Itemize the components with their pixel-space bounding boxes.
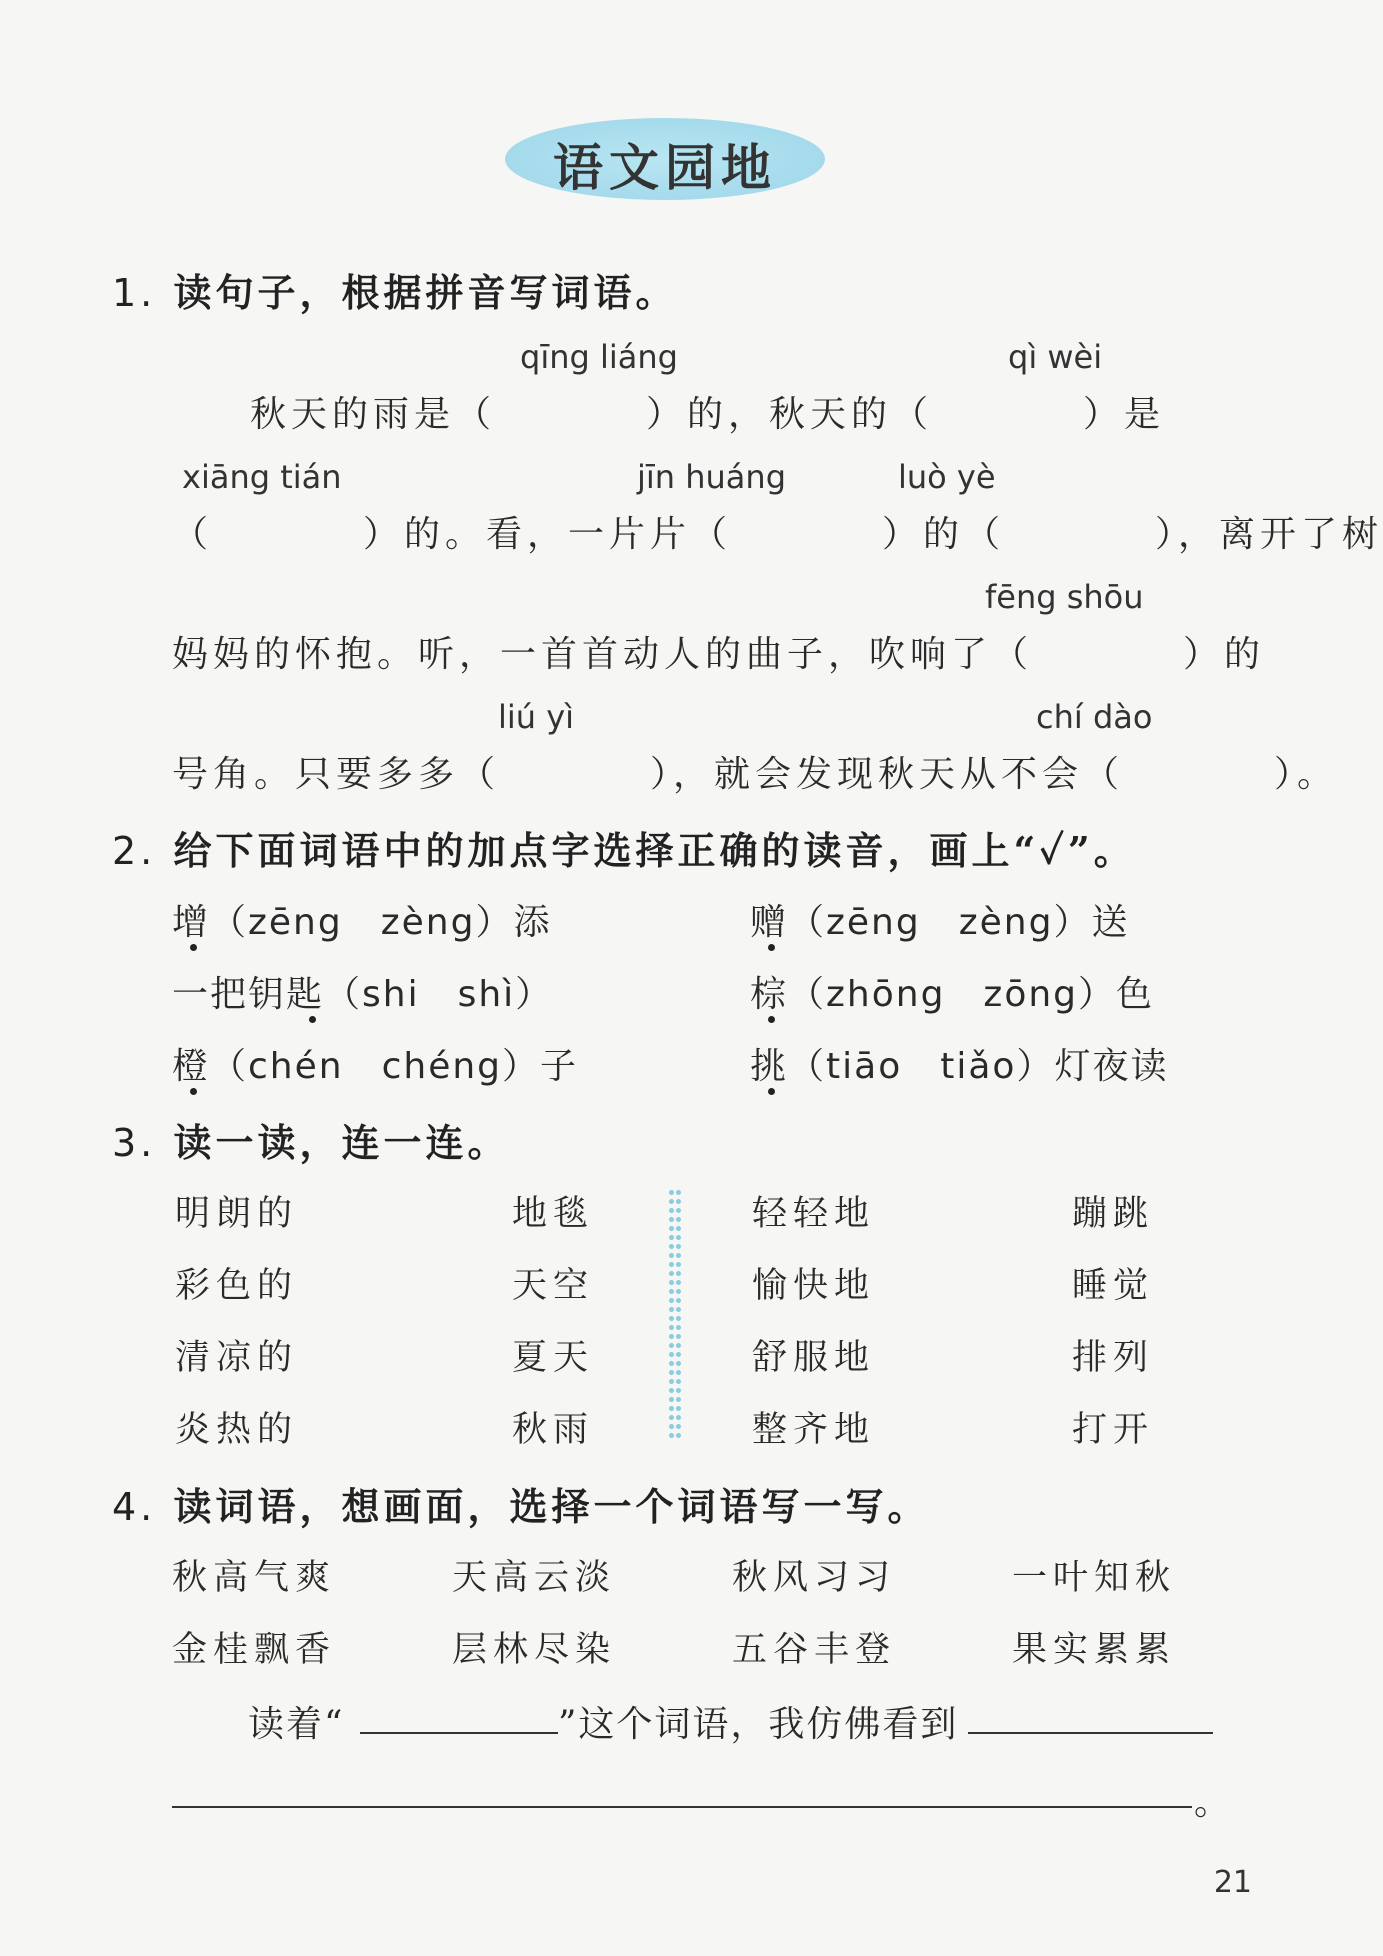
- q2-item-2: 赠（zēng zèng）送: [750, 902, 1130, 943]
- q3-heading: 3. 读一读，连一连。: [112, 1120, 510, 1165]
- pinyin-jin-huang: jīn huáng: [637, 458, 786, 496]
- emphasis-dot: [309, 1016, 316, 1023]
- emphasis-dot: [768, 1016, 775, 1023]
- idiom: 果实累累: [1012, 1630, 1177, 1670]
- pinyin-qi-wei: qì wèi: [1008, 338, 1103, 376]
- q3-col3-item: 整齐地: [752, 1410, 876, 1450]
- pinyin-feng-shou: fēng shōu: [985, 578, 1144, 616]
- q4-prompt-start: 读着“: [248, 1704, 345, 1745]
- q3-col3-item: 愉快地: [752, 1266, 876, 1306]
- q3-col4-item: 睡觉: [1072, 1266, 1155, 1306]
- q3-col2-item: 地毯: [512, 1194, 595, 1234]
- page-number: 21: [1213, 1865, 1252, 1900]
- answer-blank-scene[interactable]: [968, 1732, 1213, 1734]
- pinyin-liu-yi: liú yì: [498, 698, 575, 736]
- q2-item-4: 棕（zhōng zōng）色: [750, 974, 1155, 1015]
- q4-period: 。: [1194, 1782, 1236, 1823]
- q3-col2-item: 天空: [512, 1266, 595, 1306]
- idiom: 五谷丰登: [732, 1630, 897, 1670]
- q3-col2-item: 秋雨: [512, 1410, 595, 1450]
- q2-item-6: 挑（tiāo tiǎo）灯夜读: [750, 1046, 1169, 1087]
- q2-item-3: 一把钥匙（shi shì）: [172, 974, 554, 1015]
- q4-prompt-end: ”这个词语，我仿佛看到: [558, 1704, 959, 1745]
- q2-item-1: 增（zēng zèng）添: [172, 902, 552, 943]
- q3-col1-item: 明朗的: [175, 1194, 299, 1234]
- q1-heading: 1. 读句子，根据拼音写词语。: [112, 270, 678, 315]
- q3-col3-item: 舒服地: [752, 1338, 876, 1378]
- pinyin-qing-liang: qīng liáng: [520, 338, 678, 376]
- q1-row2: （ ）的。看，一片片（ ）的（ ），离开了树: [172, 514, 1383, 555]
- q2-item-5: 橙（chén chéng）子: [172, 1046, 579, 1087]
- q3-col4-item: 打开: [1072, 1410, 1155, 1450]
- q3-col4-item: 蹦跳: [1072, 1194, 1155, 1234]
- idiom: 天高云淡: [452, 1558, 617, 1598]
- q3-col1-item: 彩色的: [175, 1266, 299, 1306]
- q3-col1-item: 清凉的: [175, 1338, 299, 1378]
- emphasis-dot: [768, 1088, 775, 1095]
- q1-row3: 妈妈的怀抱。听，一首首动人的曲子，吹响了（ ）的: [172, 634, 1266, 675]
- page-title: 语文园地: [553, 138, 777, 197]
- pinyin-luo-ye: luò yè: [898, 458, 996, 496]
- q3-col3-item: 轻轻地: [752, 1194, 876, 1234]
- q3-col1-item: 炎热的: [175, 1410, 299, 1450]
- idiom: 层林尽染: [452, 1630, 617, 1670]
- q1-row4: 号角。只要多多（ ），就会发现秋天从不会（ ）。: [172, 754, 1339, 795]
- answer-blank-line-2[interactable]: [172, 1806, 1192, 1808]
- pinyin-chi-dao: chí dào: [1036, 698, 1153, 736]
- q1-row1: 秋天的雨是（ ）的，秋天的（ ）是: [250, 394, 1166, 435]
- q4-heading: 4. 读词语，想画面，选择一个词语写一写。: [112, 1484, 930, 1529]
- answer-blank-idiom[interactable]: [360, 1732, 558, 1734]
- q3-col2-item: 夏天: [512, 1338, 595, 1378]
- q3-col4-item: 排列: [1072, 1338, 1155, 1378]
- q2-heading: 2. 给下面词语中的加点字选择正确的读音，画上“✓”。: [112, 828, 1136, 873]
- idiom: 一叶知秋: [1012, 1558, 1177, 1598]
- pinyin-xiang-tian: xiāng tián: [182, 458, 342, 496]
- emphasis-dot: [190, 944, 197, 951]
- divider-wavy-line: [668, 1188, 682, 1438]
- idiom: 金桂飘香: [172, 1630, 337, 1670]
- idiom: 秋风习习: [732, 1558, 897, 1598]
- emphasis-dot: [190, 1088, 197, 1095]
- emphasis-dot: [768, 944, 775, 951]
- idiom: 秋高气爽: [172, 1558, 337, 1598]
